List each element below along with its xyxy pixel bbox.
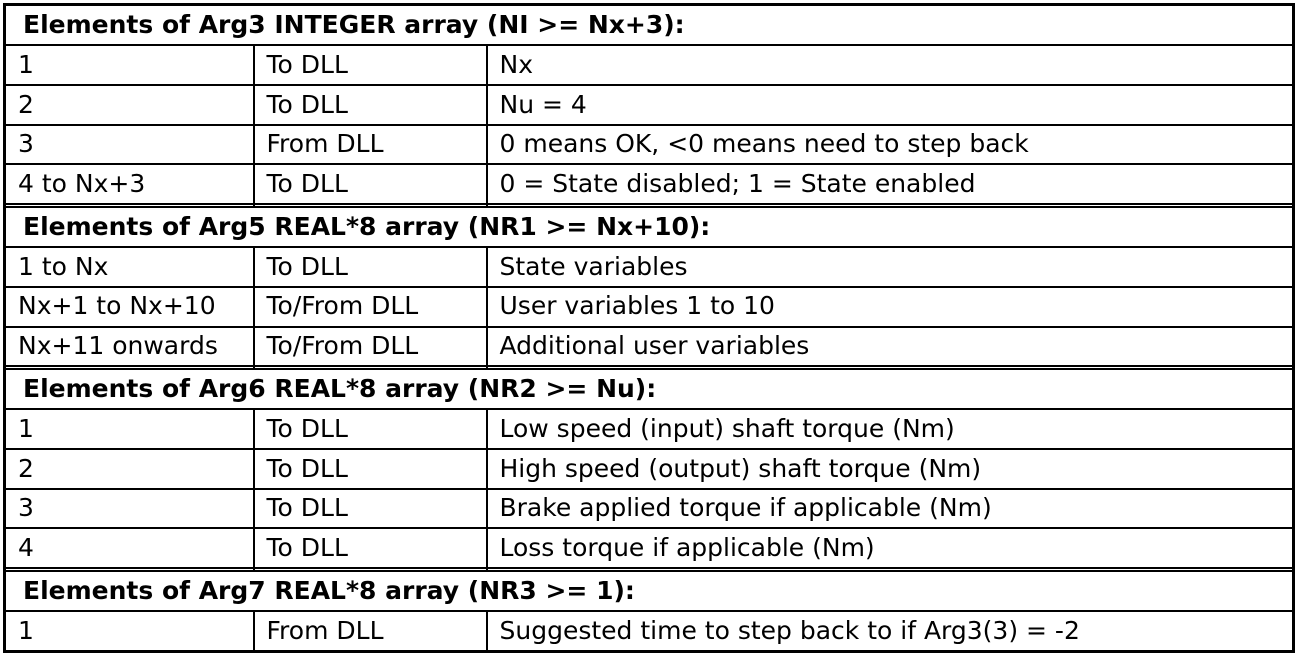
direction-cell: To DLL	[254, 449, 487, 489]
element-cell: 2	[5, 449, 254, 489]
description-cell: Additional user variables	[487, 327, 1294, 367]
direction-cell: From DLL	[254, 125, 487, 165]
section-header-row	[5, 207, 1294, 247]
table-row	[5, 247, 1294, 287]
direction-cell: To DLL	[254, 85, 487, 125]
section-header-arg7: Elements of Arg7 REAL*8 array (NR3 >= 1):	[5, 571, 1294, 611]
dll-arguments-table	[3, 3, 1295, 653]
element-cell: 1	[5, 45, 254, 85]
element-cell: 1	[5, 611, 254, 652]
table-row	[5, 611, 1294, 652]
direction-cell: From DLL	[254, 611, 487, 652]
section-header-row	[5, 571, 1294, 611]
document-page	[0, 3, 1302, 663]
element-cell: 1 to Nx	[5, 247, 254, 287]
table-row	[5, 164, 1294, 204]
description-cell: Loss torque if applicable (Nm)	[487, 528, 1294, 568]
element-cell: 1	[5, 409, 254, 449]
table-row	[5, 85, 1294, 125]
description-cell: Nx	[487, 45, 1294, 85]
direction-cell: To DLL	[254, 164, 487, 204]
section-header-arg3: Elements of Arg3 INTEGER array (NI >= Nx+3):	[5, 5, 1294, 46]
table-row	[5, 327, 1294, 367]
direction-cell: To/From DLL	[254, 287, 487, 327]
description-cell: Low speed (input) shaft torque (Nm)	[487, 409, 1294, 449]
description-cell: Brake applied torque if applicable (Nm)	[487, 489, 1294, 529]
table-row	[5, 449, 1294, 489]
table-row	[5, 287, 1294, 327]
description-cell: 0 means OK, <0 means need to step back	[487, 125, 1294, 165]
description-cell: 0 = State disabled; 1 = State enabled	[487, 164, 1294, 204]
table-row	[5, 409, 1294, 449]
description-cell: User variables 1 to 10	[487, 287, 1294, 327]
section-header-arg6: Elements of Arg6 REAL*8 array (NR2 >= Nu):	[5, 369, 1294, 409]
description-cell: Nu = 4	[487, 85, 1294, 125]
section-header-arg5: Elements of Arg5 REAL*8 array (NR1 >= Nx+10):	[5, 207, 1294, 247]
element-cell: 3	[5, 125, 254, 165]
element-cell: 2	[5, 85, 254, 125]
description-cell: High speed (output) shaft torque (Nm)	[487, 449, 1294, 489]
direction-cell: To DLL	[254, 45, 487, 85]
direction-cell: To DLL	[254, 247, 487, 287]
element-cell: 3	[5, 489, 254, 529]
section-header-row	[5, 5, 1294, 46]
direction-cell: To DLL	[254, 409, 487, 449]
direction-cell: To DLL	[254, 528, 487, 568]
element-cell: 4	[5, 528, 254, 568]
element-cell: Nx+11 onwards	[5, 327, 254, 367]
section-header-row	[5, 369, 1294, 409]
table-row	[5, 489, 1294, 529]
description-cell: Suggested time to step back to if Arg3(3) = -2	[487, 611, 1294, 652]
table-row	[5, 45, 1294, 85]
element-cell: Nx+1 to Nx+10	[5, 287, 254, 327]
element-cell: 4 to Nx+3	[5, 164, 254, 204]
direction-cell: To/From DLL	[254, 327, 487, 367]
description-cell: State variables	[487, 247, 1294, 287]
table-row	[5, 125, 1294, 165]
table-row	[5, 528, 1294, 568]
direction-cell: To DLL	[254, 489, 487, 529]
